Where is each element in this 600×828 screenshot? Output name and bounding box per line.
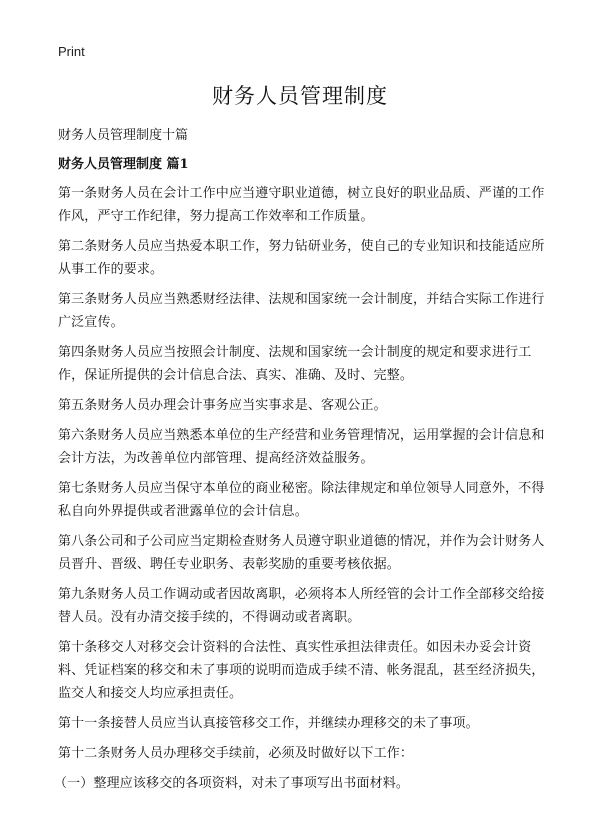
article-6: 第六条财务人员应当熟悉本单位的生产经营和业务管理情况，运用掌握的会计信息和会计方法，为改善单位内部管理、提高经济效益服务。 bbox=[58, 428, 545, 466]
document-body bbox=[54, 124, 554, 802]
article-1: 第一条财务人员在会计工作中应当遵守职业道德，树立良好的职业品质、严谨的工作作风，严守工作纪律，努力提高工作效率和工作质量。 bbox=[58, 186, 545, 224]
article-5: 第五条财务人员办理会计事务应当实事求是、客观公正。 bbox=[58, 398, 387, 413]
page-title: 财务人员管理制度 bbox=[212, 84, 388, 108]
document-subtitle: 财务人员管理制度十篇 bbox=[58, 128, 189, 143]
article-10: 第十条移交人对移交会计资料的合法性、真实性承担法律责任。如因未办妥会计资料、凭证档案的移交和未了事项的说明而造成手续不清、帐务混乱，甚至经济损失，监交人和接交人均应承担责任。 bbox=[58, 640, 545, 701]
article-2: 第二条财务人员应当热爱本职工作，努力钻研业务，使自己的专业知识和技能适应所从事工作的要求。 bbox=[58, 239, 545, 277]
article-12: 第十二条财务人员办理移交手续前，必须及时做好以下工作： bbox=[58, 746, 414, 761]
article-4: 第四条财务人员应当按照会计制度、法规和国家统一会计制度的规定和要求进行工作，保证所提供的会计信息合法、真实、准确、及时、完整。 bbox=[58, 345, 532, 383]
article-7: 第七条财务人员应当保守本单位的商业秘密。除法律规定和单位领导人同意外，不得私自向外界提供或者泄露单位的会计信息。 bbox=[58, 481, 545, 519]
article-9: 第九条财务人员工作调动或者因故离职，必须将本人所经管的会计工作全部移交给接替人员。没有办清交接手续的，不得调动或者离职。 bbox=[58, 587, 545, 625]
article-8: 第八条公司和子公司应当定期检查财务人员遵守职业道德的情况，并作为会计财务人员晋升、晋级、聘任专业职务、表彰奖励的重要考核依据。 bbox=[58, 534, 545, 572]
section-heading: 财务人员管理制度 篇1 bbox=[58, 157, 189, 172]
article-11: 第十一条接替人员应当认真接管移交工作，并继续办理移交的未了事项。 bbox=[58, 716, 479, 731]
article-12-item-1: （一）整理应该移交的各项资料，对未了事项写出书面材料。 bbox=[54, 776, 410, 791]
article-3: 第三条财务人员应当熟悉财经法律、法规和国家统一会计制度，并结合实际工作进行广泛宣传。 bbox=[58, 292, 545, 330]
print-link[interactable]: Print bbox=[58, 44, 85, 59]
